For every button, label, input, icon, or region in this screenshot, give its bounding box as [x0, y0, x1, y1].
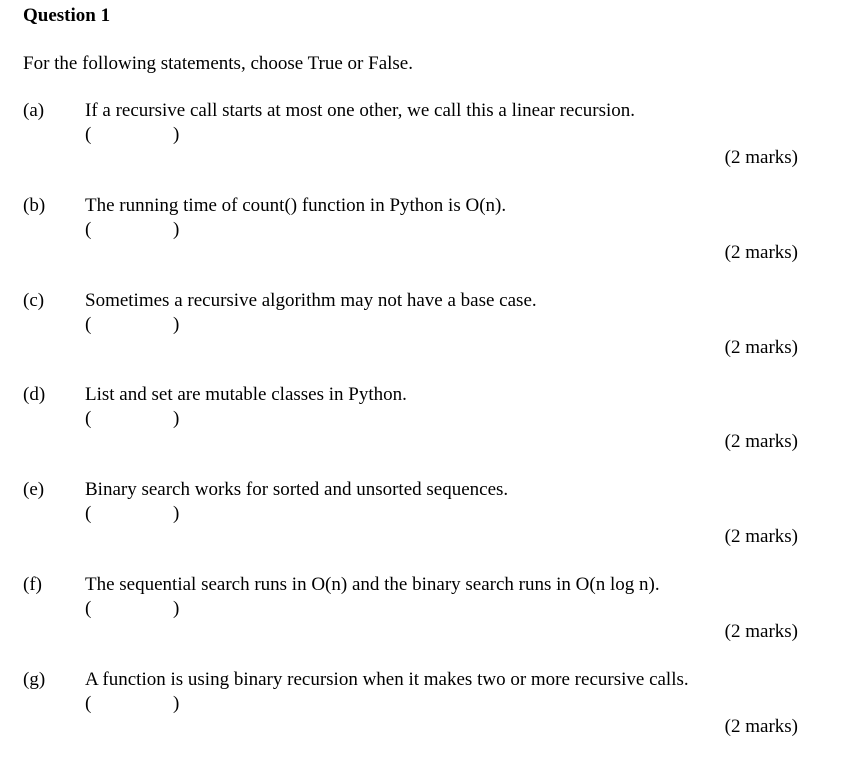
- open-bracket: (: [85, 598, 92, 619]
- item-label: (f): [23, 574, 42, 595]
- item-marks: (2 marks): [724, 147, 798, 168]
- close-bracket: ): [173, 693, 180, 714]
- item-statement: A function is using binary recursion when it makes two or more recursive calls.: [85, 669, 689, 690]
- open-bracket: (: [85, 408, 92, 429]
- item-label: (e): [23, 479, 45, 500]
- close-bracket: ): [173, 124, 180, 145]
- item-label: (b): [23, 195, 46, 216]
- item-statement: Sometimes a recursive algorithm may not have a base case.: [85, 290, 537, 311]
- item-label: (d): [23, 384, 46, 405]
- close-bracket: ): [173, 598, 180, 619]
- question-title: Question 1: [23, 5, 111, 26]
- item-marks: (2 marks): [724, 337, 798, 358]
- answer-blank[interactable]: [85, 123, 185, 147]
- item-label: (a): [23, 100, 45, 121]
- item-marks: (2 marks): [724, 526, 798, 547]
- item-statement: Binary search works for sorted and unsorted sequences.: [85, 479, 509, 500]
- answer-blank[interactable]: [85, 502, 185, 526]
- question-item-e: [0, 478, 842, 568]
- answer-blank[interactable]: [85, 313, 185, 337]
- question-item-d: [0, 383, 842, 473]
- item-marks: (2 marks): [724, 716, 798, 737]
- item-statement: List and set are mutable classes in Python.: [85, 384, 407, 405]
- item-label: (g): [23, 669, 46, 690]
- item-label: (c): [23, 290, 45, 311]
- answer-blank[interactable]: [85, 597, 185, 621]
- question-item-c: [0, 289, 842, 379]
- open-bracket: (: [85, 503, 92, 524]
- question-item-g: [0, 668, 842, 758]
- open-bracket: (: [85, 314, 92, 335]
- item-marks: (2 marks): [724, 431, 798, 452]
- item-statement: The running time of count() function in Python is O(n).: [85, 195, 507, 216]
- item-statement: If a recursive call starts at most one other, we call this a linear recursion.: [85, 100, 636, 121]
- item-marks: (2 marks): [724, 621, 798, 642]
- item-statement: The sequential search runs in O(n) and the binary search runs in O(n log n).: [85, 574, 660, 595]
- close-bracket: ): [173, 503, 180, 524]
- question-instructions: For the following statements, choose True or False.: [23, 53, 413, 74]
- question-item-b: [0, 194, 842, 284]
- close-bracket: ): [173, 314, 180, 335]
- item-marks: (2 marks): [724, 242, 798, 263]
- question-item-a: [0, 99, 842, 189]
- open-bracket: (: [85, 124, 92, 145]
- answer-blank[interactable]: [85, 218, 185, 242]
- question-item-f: [0, 573, 842, 663]
- answer-blank[interactable]: [85, 692, 185, 716]
- open-bracket: (: [85, 219, 92, 240]
- close-bracket: ): [173, 219, 180, 240]
- close-bracket: ): [173, 408, 180, 429]
- answer-blank[interactable]: [85, 407, 185, 431]
- open-bracket: (: [85, 693, 92, 714]
